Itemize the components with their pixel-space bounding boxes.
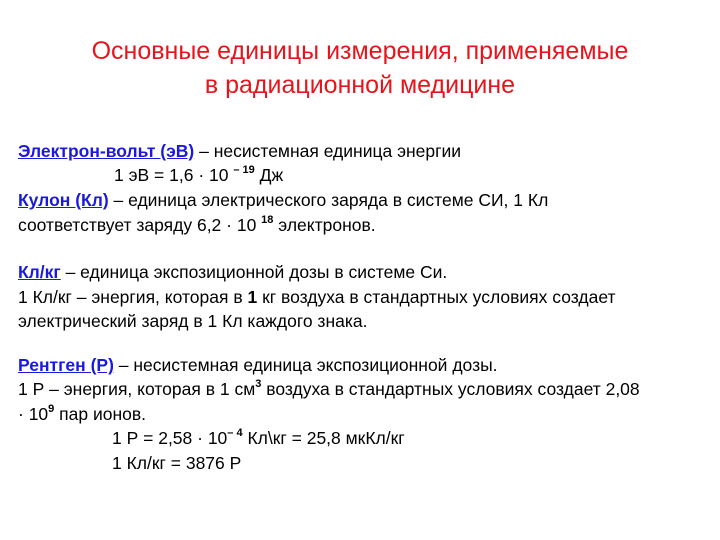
title-line-2: в радиационной медицине [204,71,516,99]
roentgen-line3-post: пар ионов. [54,404,147,424]
coulomb-definition-text: – единица электрического заряда в системе СИ, 1 Кл [108,190,549,210]
roentgen-formula-1 [112,427,405,449]
ckg-line-2 [18,286,616,308]
roentgen-line-2 [18,378,640,400]
coulomb-term: Кулон (Кл) [18,190,109,210]
roentgen-line2-pre: 1 Р – энергия, которая в 1 см [18,379,256,399]
title-line-1: Основные единицы измерения, применяемые [91,37,629,65]
ckg-line2-bold: 1 [247,287,258,307]
roentgen-line3-pre: · 10 [18,404,49,424]
coulomb-line2-exp: 18 [261,214,274,226]
coulomb-line-2 [18,214,376,236]
ev-formula-pre: 1 эВ = 1,6 · 10 [114,165,234,185]
coulomb-line2-pre: соответствует заряду 6,2 · 10 [18,215,262,235]
ev-formula-post: Дж [254,165,284,185]
ckg-line3: электрический заряд в 1 Кл каждого знака. [18,311,368,331]
ckg-line2-pre: 1 Кл/кг – энергия, которая в [18,287,248,307]
coulomb-definition [18,189,548,211]
roentgen-line2-exp: 3 [255,378,262,390]
roentgen-term: Рентген (Р) [18,355,114,375]
slide-title [0,34,720,102]
ckg-definition-text: – единица экспозиционной дозы в системе Си. [60,262,448,282]
roentgen-formula-2 [112,452,241,474]
roentgen-line3-exp: 9 [48,403,55,415]
ckg-definition [18,261,447,283]
roentgen-formula1-pre: 1 Р = 2,58 · 10 [112,428,228,448]
ev-formula [114,164,283,186]
ckg-term: Кл/кг [18,262,61,282]
ckg-line-3 [18,310,367,332]
roentgen-line2-post: воздуха в стандартных условиях создает 2,08 [261,379,640,399]
roentgen-formula1-post: Кл\кг = 25,8 мкКл/кг [242,428,405,448]
roentgen-line-3 [18,403,146,425]
ev-definition [18,140,461,162]
ckg-line2-post: кг воздуха в стандартных условиях создает [257,287,616,307]
roentgen-definition [18,354,498,376]
roentgen-definition-text: – несистемная единица экспозиционной дозы. [113,355,498,375]
coulomb-line2-post: электронов. [273,215,376,235]
roentgen-formula2: 1 Кл/кг = 3876 Р [112,453,242,473]
roentgen-formula1-exp: – 4 [227,427,243,439]
ev-definition-text: – несистемная единица энергии [194,141,462,161]
ev-formula-exp: – 19 [233,164,255,176]
ev-term: Электрон-вольт (эВ) [18,141,195,161]
